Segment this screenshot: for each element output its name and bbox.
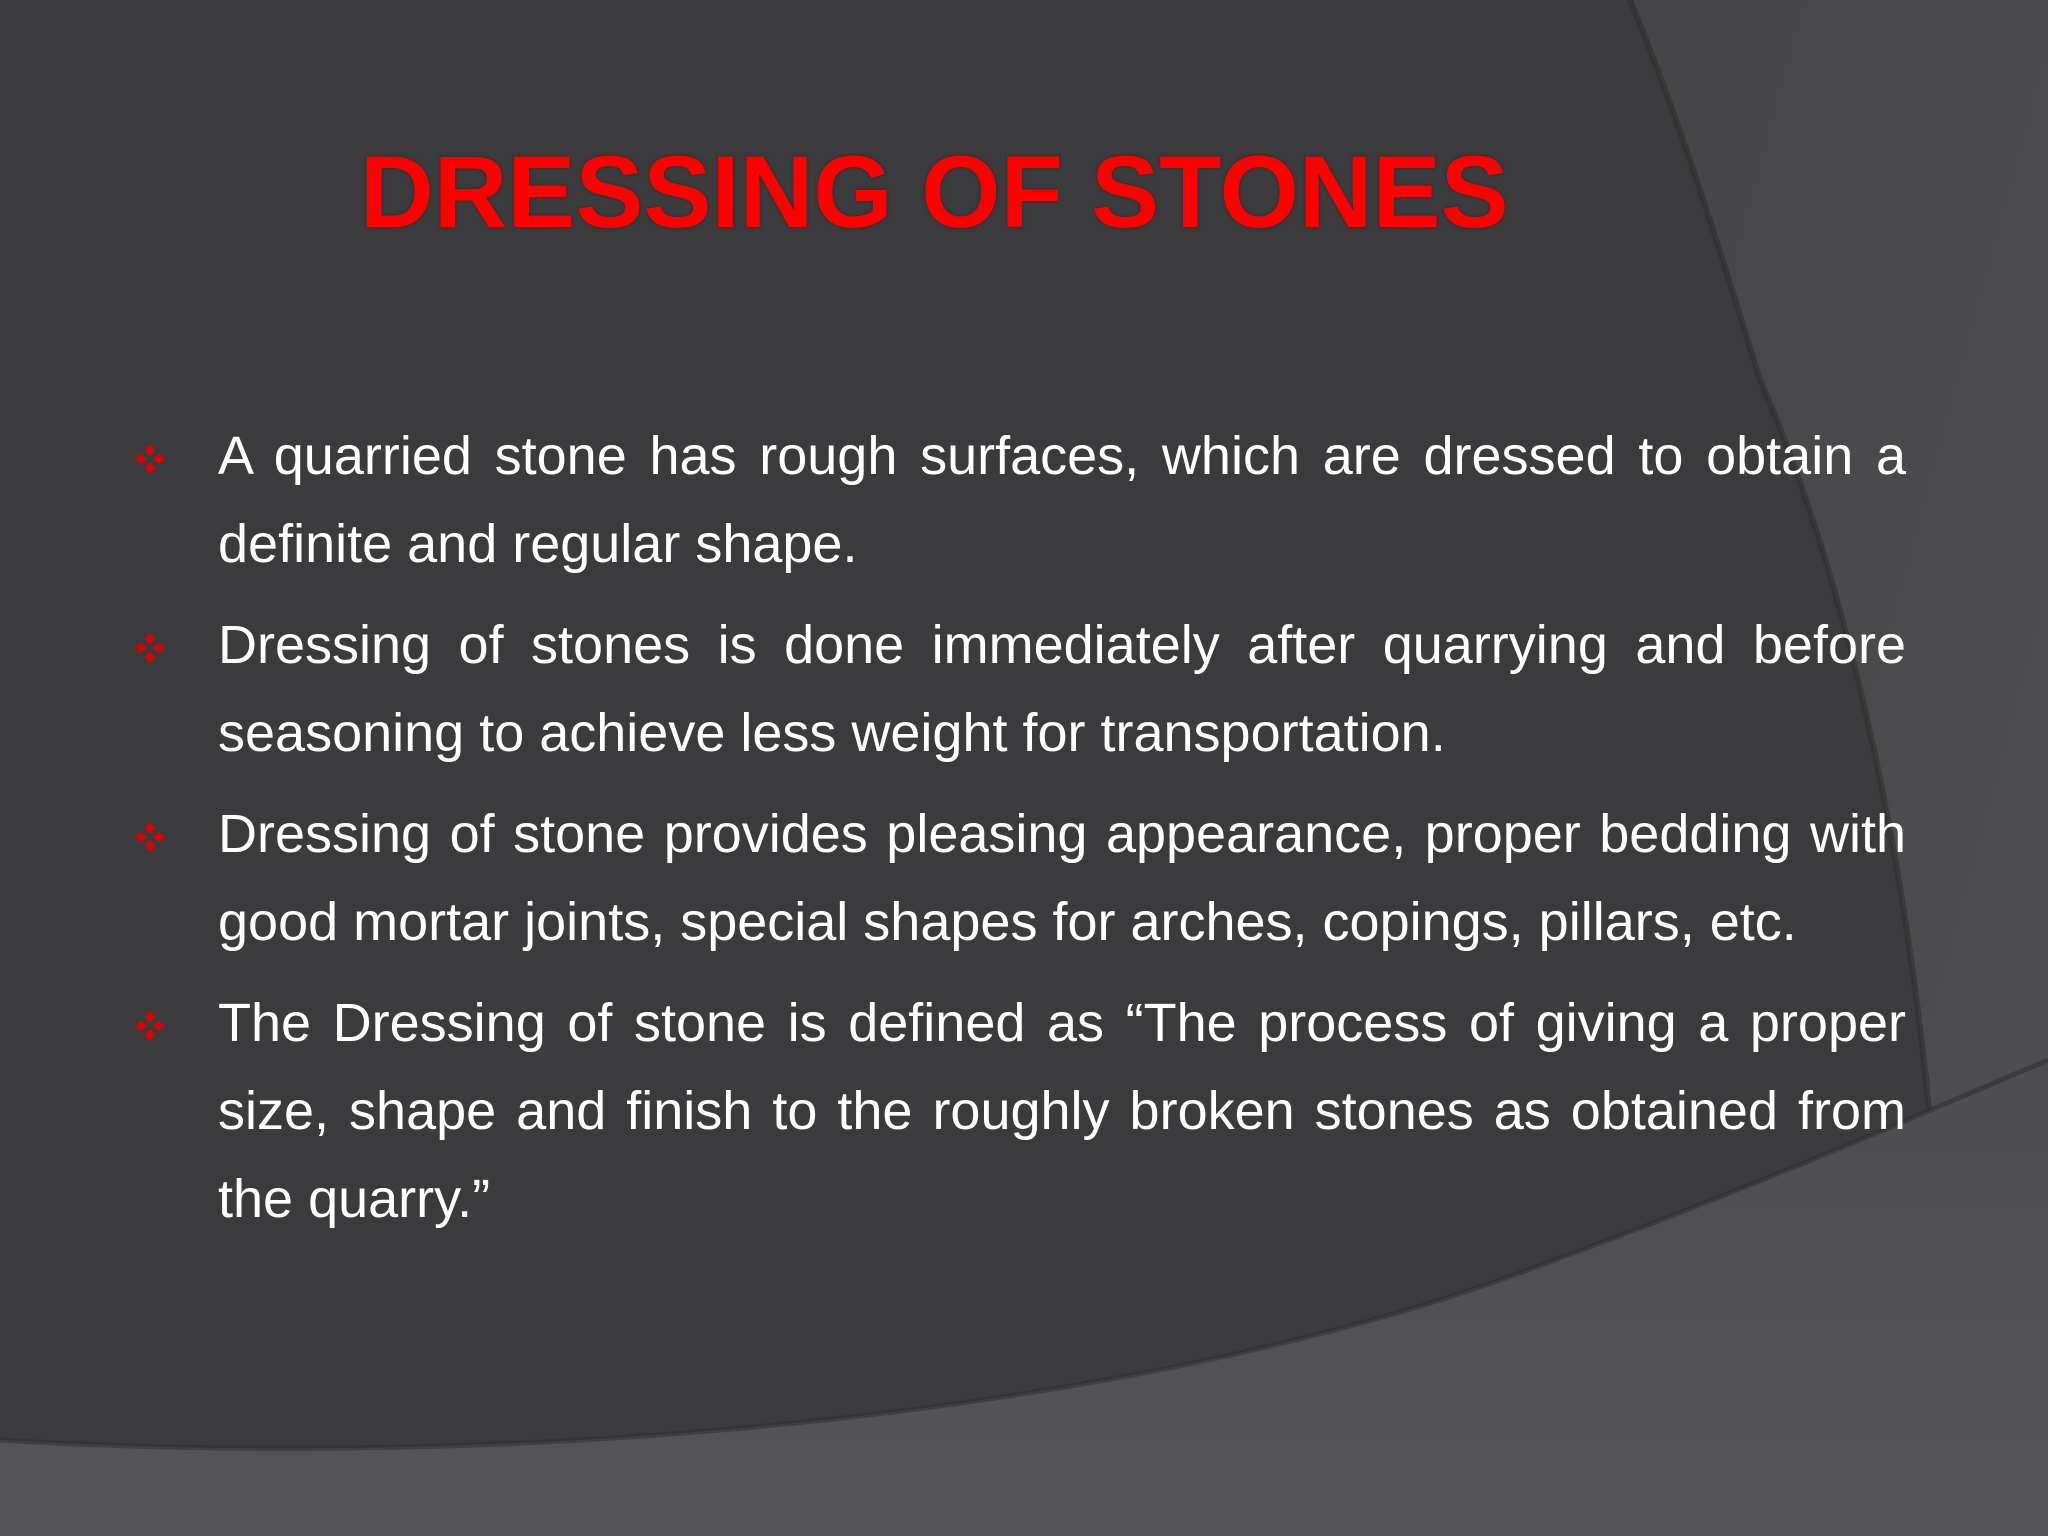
bullet-item (130, 601, 1906, 777)
bullet-item (130, 412, 1906, 588)
bullet-text: Dressing of stones is done immediately after quarrying and before seasoning to achieve less weight for transportation. (218, 615, 1906, 763)
red-diamond-quad-bullet-icon (133, 631, 167, 665)
bullet-item (130, 790, 1906, 966)
bullet-item (130, 979, 1906, 1243)
red-diamond-quad-bullet-icon (133, 1009, 167, 1043)
red-diamond-quad-bullet-icon (133, 820, 167, 854)
bullet-list (130, 412, 1906, 1256)
bullet-text: A quarried stone has rough surfaces, which are dressed to obtain a definite and regular shape. (218, 426, 1906, 574)
red-diamond-quad-bullet-icon (133, 442, 167, 476)
bullet-text: Dressing of stone provides pleasing appearance, proper bedding with good mortar joints, special shapes for arches, copings, pillars, etc. (218, 804, 1906, 952)
slide-title: DRESSING OF STONES (360, 135, 1509, 249)
bullet-text: The Dressing of stone is defined as “The process of giving a proper size, shape and finish to the roughly broken stones as obtained from the quarry.” (218, 993, 1906, 1229)
